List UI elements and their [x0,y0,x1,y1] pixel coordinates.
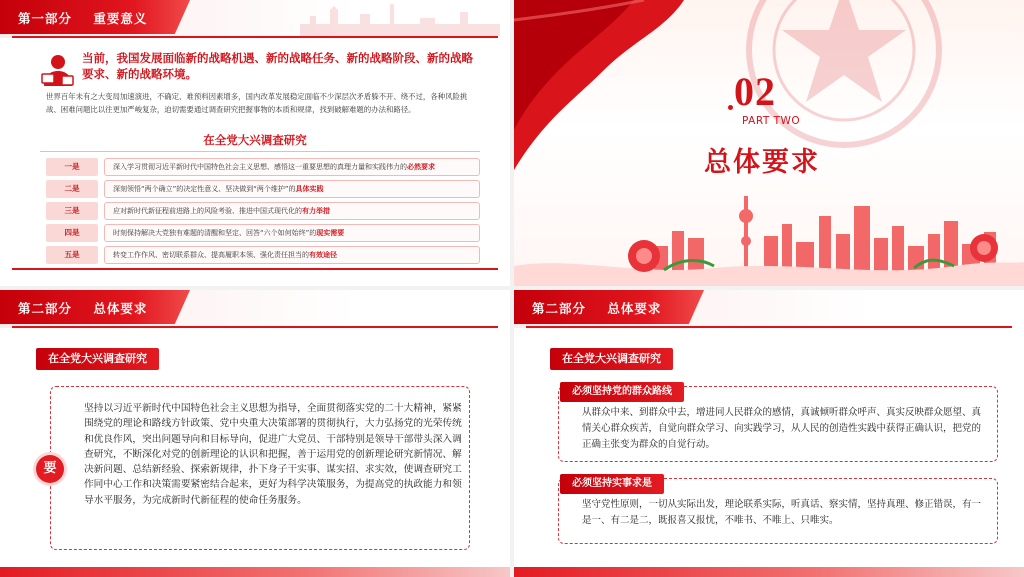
section-title: 总体要求 [704,147,820,178]
list-item-label: 三是 [46,202,98,220]
section-header [514,290,1024,328]
list-item-label: 二是 [46,180,98,198]
body-text: 坚持以习近平新时代中国特色社会主义思想为指导，全面贯彻落实党的二十大精神，紧紧围绕党的理论和路线方针政策、党中央重大决策部署的贯彻执行，大力弘扬党的光荣传统和优良作风，突出问题导向和目标导向，促进广大党员、干部特别是领导干部带头深入调查研究，不断深化对党的创新理论的认识和把握，善于运用党的创新理论研究新情况、解决新问题、总结新经验、探索新规律，扑下身子干实事、谋实招、求实效，使调查研究工作同中心工作和决策需要紧密结合起来，更好为科学决策服务，为提高党的执政能力和领导水平服务，为完成新时代新征程的使命任务服务。 [84,403,462,506]
section-title: 第二部分 总体要求 [18,301,148,316]
topic-tag: 在全党大兴调查研究 [550,348,673,370]
topic-tag: 在全党大兴调查研究 [36,348,159,370]
slide-requirements-detail [514,290,1024,577]
slide-importance [0,0,510,286]
key-badge: 要 [36,455,64,483]
section-divider [12,36,498,38]
list-item [46,224,480,242]
point-title: 必须坚持实事求是 [560,474,664,494]
context-paragraph: 世界百年未有之大变局加速演进，不确定、难预料因素增多，国内改革发展稳定面临不少深层次矛盾躲不开、绕不过，各种风险挑战、困难问题比以往更加严峻复杂，迫切需要通过调查研究把握事物的本质和规律，找到破解难题的办法和路径。 [46,92,468,114]
bottom-divider [12,268,498,270]
part-label: PART TWO [742,115,801,127]
section-title: 第二部分 总体要求 [532,301,662,316]
section-divider [526,326,1012,328]
list-item [46,158,480,176]
point-text: 从群众中来、到群众中去，增进同人民群众的感情，真诚倾听群众呼声、真实反映群众愿望、真情关心群众疾苦，自觉向群众学习、向实践学习，从人民的创造性实践中获得正确认识，把党的正确主张变为群众的自觉行动。 [582,407,982,450]
footer-stripe [514,567,1024,577]
slide-section-cover [514,0,1024,286]
list-item-text: 深刻领悟“两个确立”的决定性意义、坚决做到“两个维护”的具体实践 [104,180,480,198]
red-flag-decoration [514,0,684,170]
list-item [46,246,480,264]
intro-statement: 当前，我国发展面临新的战略机遇、新的战略任务、新的战略阶段、新的战略要求、新的战略环境。 [82,51,473,81]
list-item [46,202,480,220]
list-item-text: 转变工作作风、密切联系群众、提高履职本领、强化责任担当的有效途径 [104,246,480,264]
list-item [46,180,480,198]
skyline-decoration [300,2,500,36]
list-item-label: 一是 [46,158,98,176]
point-text: 坚守党性原则，一切从实际出发，理论联系实际，听真话、察实情，坚持真理、修正错误，有一是一、有二是二，既报喜又报忧，不唯书、不唯上、只唯实。 [582,499,982,526]
section-header [0,0,510,38]
list-item-text: 应对新时代新征程前进路上的风险考验、推进中国式现代化的有力举措 [104,202,480,220]
point-title: 必须坚持党的群众路线 [560,382,684,402]
subtitle: 在全党大兴调查研究 [203,133,307,147]
list-item-text: 时刻保持解决大党独有难题的清醒和坚定、回答“六个如何始终”的现实需要 [104,224,480,242]
list-item-label: 四是 [46,224,98,242]
slide-requirements [0,290,510,577]
footer-stripe [0,567,510,577]
accent-dot [728,105,733,110]
person-icon [40,52,76,88]
section-title: 第一部分 重要意义 [18,11,148,26]
list-item-label: 五是 [46,246,98,264]
list-item-text: 深入学习贯彻习近平新时代中国特色社会主义思想、感悟这一重要思想的真理力量和实践伟力的必然要求 [104,158,480,176]
flower-decoration [514,226,1024,286]
section-number: 02 [734,69,776,114]
section-divider [12,326,498,328]
section-header [0,290,510,328]
subtitle-divider [40,151,480,152]
